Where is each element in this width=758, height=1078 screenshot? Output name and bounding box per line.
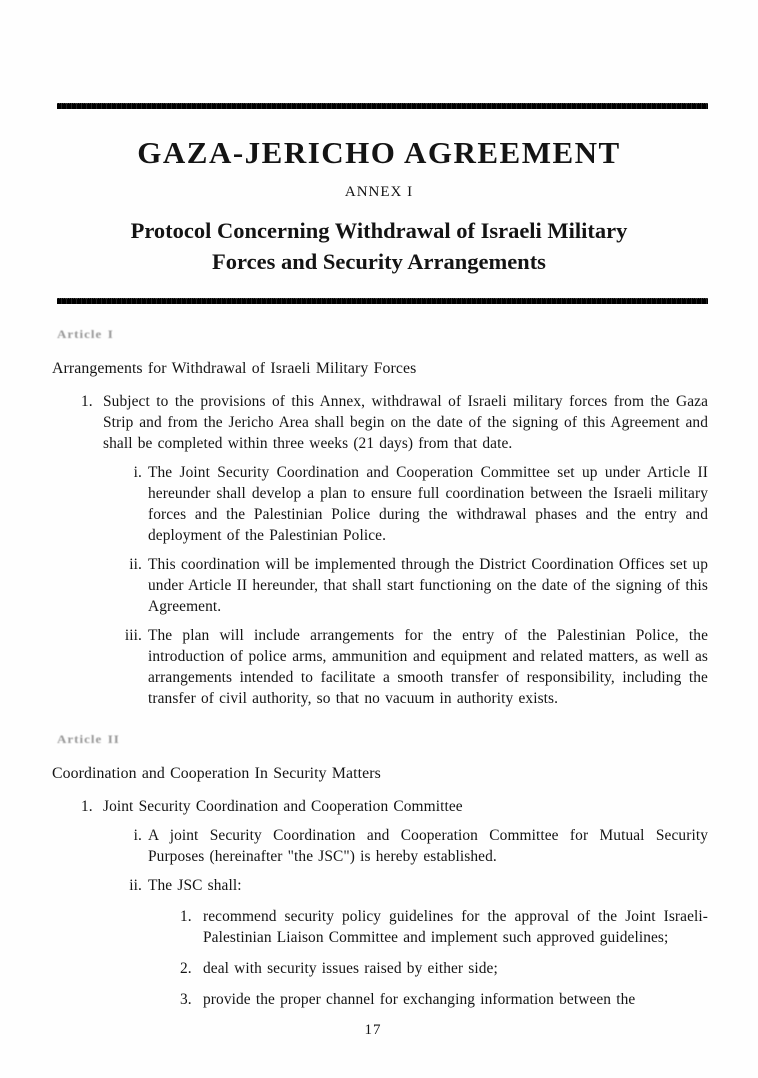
list-item	[52, 554, 708, 617]
subtitle-line-2: Forces and Security Arrangements	[212, 249, 546, 274]
list-item-number: 3.	[180, 991, 192, 1008]
list-item-text: The plan will include arrangements for the entry of the Palestinian Police, the introduction of police arms, ammunition and equipment and related matters, as well as arrangements intended to facilitate a smooth transfer of responsibility, including the transfer of civil authority, so that no vacuum in authority exists.	[148, 627, 708, 707]
list-item	[52, 391, 708, 454]
list-item-number: 1.	[81, 798, 93, 815]
page-number: 17	[364, 1022, 382, 1038]
list-item	[52, 796, 708, 817]
list-item-number: i.	[133, 464, 142, 481]
article-2-label: Article II	[57, 731, 120, 746]
list-item-number: ii.	[129, 556, 142, 573]
list-item	[52, 825, 708, 867]
list-item-number: 2.	[180, 960, 192, 977]
header-top-rule	[57, 103, 708, 109]
document-subtitle	[0, 215, 758, 277]
list-item	[52, 958, 708, 979]
subtitle-line-1: Protocol Concerning Withdrawal of Israeli Military	[130, 218, 628, 243]
list-item-text: Joint Security Coordination and Cooperation Committee	[103, 798, 463, 815]
list-item	[52, 625, 708, 709]
list-item-number: 1.	[180, 908, 192, 925]
list-item-text: A joint Security Coordination and Cooperation Committee for Mutual Security Purposes (hereinafter "the JSC") is hereby established.	[148, 827, 708, 865]
article-1-label: Article I	[57, 326, 114, 341]
annex-label: ANNEX I	[344, 184, 414, 200]
list-item-text: Subject to the provisions of this Annex, withdrawal of Israeli military forces from the Gaza Strip and from the Jericho Area shall begin on the date of the signing of this Agreement and shall be completed within three weeks (21 days) from that date.	[103, 393, 708, 452]
list-item	[52, 875, 708, 896]
list-item	[52, 906, 708, 948]
list-item-text: provide the proper channel for exchanging information between the	[203, 991, 636, 1008]
list-item-text: This coordination will be implemented through the District Coordination Offices set up under Article II hereunder, that shall start functioning on the date of the signing of this Agreement.	[148, 556, 708, 615]
document-body	[52, 324, 708, 1010]
list-item-number: iii.	[124, 627, 142, 644]
list-item-number: i.	[133, 827, 142, 844]
list-item-text: recommend security policy guidelines for the approval of the Joint Israeli-Palestinian Liaison Committee and implement such approved guidelines;	[203, 908, 708, 946]
list-item-number: 1.	[81, 393, 93, 410]
list-item-text: The JSC shall:	[148, 877, 242, 894]
list-item	[52, 462, 708, 546]
list-item-number: ii.	[129, 877, 142, 894]
list-item	[52, 989, 708, 1010]
article-2-heading: Coordination and Cooperation In Security Matters	[52, 765, 381, 782]
header-bottom-rule	[57, 298, 708, 304]
list-item-text: The Joint Security Coordination and Cooperation Committee set up under Article II hereunder shall develop a plan to ensure full coordination between the Israeli military forces and the Palestinian Police during the withdrawal phases and the entry and deployment of the Palestinian Police.	[148, 464, 708, 544]
list-item-text: deal with security issues raised by either side;	[203, 960, 498, 977]
article-1-heading: Arrangements for Withdrawal of Israeli Military Forces	[52, 360, 417, 377]
document-title: GAZA-JERICHO AGREEMENT	[137, 135, 621, 170]
